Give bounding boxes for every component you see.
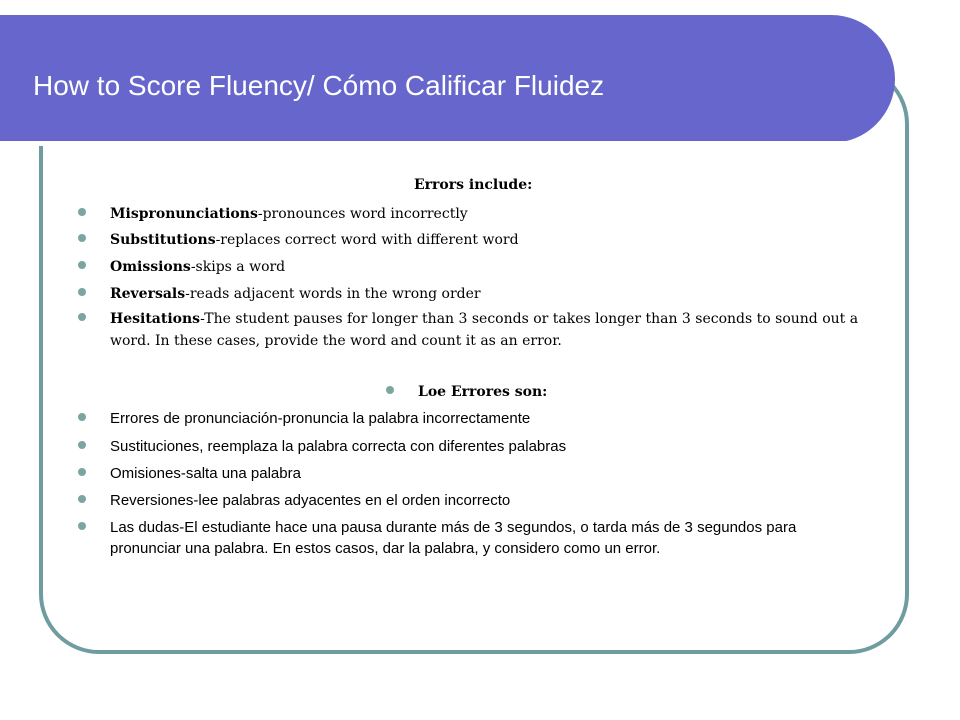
error-term: Omissions xyxy=(110,259,191,275)
error-term: Substitutions xyxy=(110,232,216,248)
list-item-text: Sustituciones, reemplaza la palabra correcta con diferentes palabras xyxy=(110,438,567,455)
slide-title: How to Score Fluency/ Cómo Calificar Fluidez xyxy=(33,70,605,101)
spanish-heading: Loe Errores son: xyxy=(418,384,548,400)
bullet-icon xyxy=(78,495,86,503)
list-item-text xyxy=(110,256,870,278)
error-description: -skips a word xyxy=(190,259,286,275)
error-description: -pronounces word incorrectly xyxy=(257,206,468,222)
bullet-icon xyxy=(78,441,86,449)
bullet-icon xyxy=(78,234,86,242)
bullet-icon xyxy=(386,386,394,394)
error-term: Mispronunciations xyxy=(110,206,258,222)
list-item-text: Las dudas-El estudiante hace una pausa durante más de 3 segundos, o tarda más de 3 segundos para pronunciar una palabra. En estos casos, dar la palabra, y considero como un error. xyxy=(110,519,797,557)
bullet-icon xyxy=(78,313,86,321)
list-item-text xyxy=(110,229,870,251)
bullet-icon xyxy=(78,261,86,269)
bullet-icon xyxy=(78,288,86,296)
list-item-text xyxy=(110,203,870,225)
list-item-text xyxy=(110,308,870,352)
error-description: -reads adjacent words in the wrong order xyxy=(185,286,481,302)
error-description: -The student pauses for longer than 3 seconds or takes longer than 3 seconds to sound out a word. In these cases, provide the word and count it as an error. xyxy=(110,311,859,349)
error-term: Reversals xyxy=(110,286,186,302)
bullet-icon xyxy=(78,208,86,216)
list-item-text: Errores de pronunciación-pronuncia la palabra incorrectamente xyxy=(110,410,531,427)
list-item-text: Reversiones-lee palabras adyacentes en el orden incorrecto xyxy=(110,492,511,509)
bullet-icon xyxy=(78,522,86,530)
list-item-text: Omisiones-salta una palabra xyxy=(110,465,301,482)
list-item-text xyxy=(110,283,870,305)
english-heading: Errors include: xyxy=(414,177,533,193)
error-description: -replaces correct word with different word xyxy=(215,232,519,248)
bullet-icon xyxy=(78,468,86,476)
bullet-icon xyxy=(78,413,86,421)
error-term: Hesitations xyxy=(110,311,201,327)
